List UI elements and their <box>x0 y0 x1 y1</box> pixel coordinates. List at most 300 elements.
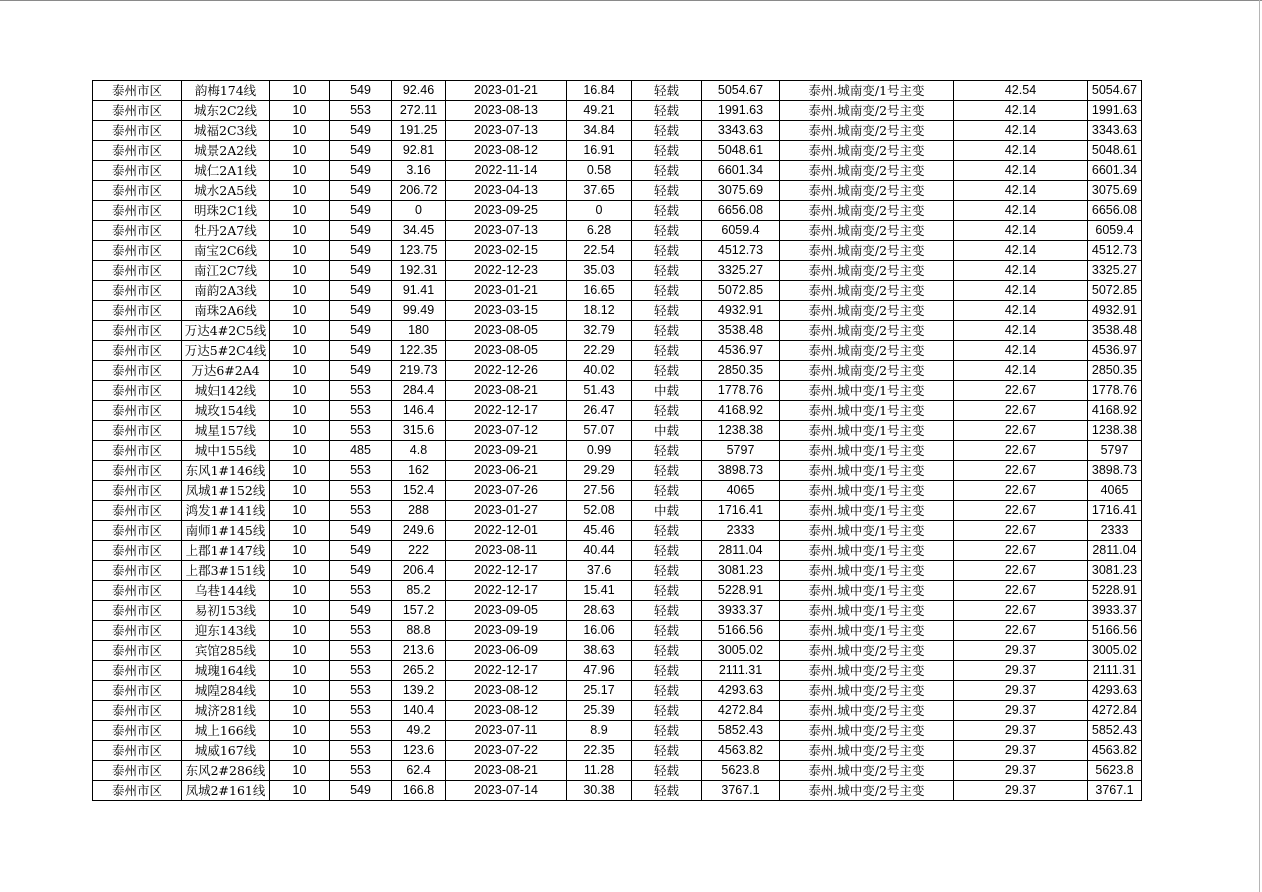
cell-margin: 3075.69 <box>702 181 780 201</box>
cell-area: 泰州市区 <box>93 321 182 341</box>
cell-date: 2023-08-12 <box>446 141 567 161</box>
cell-voltage: 10 <box>270 761 330 781</box>
cell-transformer: 42.14 <box>954 161 1088 181</box>
table-row <box>93 101 1142 121</box>
cell-status: 轻载 <box>632 521 702 541</box>
cell-substation: 泰州.城中变/2号主变 <box>780 761 954 781</box>
cell-capacity: 549 <box>330 201 392 221</box>
table-row <box>93 621 1142 641</box>
cell-date: 2023-08-21 <box>446 381 567 401</box>
cell-line: 易初153线 <box>182 601 270 621</box>
cell-substation: 泰州.城中变/1号主变 <box>780 501 954 521</box>
cell-substation: 泰州.城南变/1号主变 <box>780 81 954 101</box>
cell-voltage: 10 <box>270 501 330 521</box>
cell-voltage: 10 <box>270 521 330 541</box>
cell-available: 1991.63 <box>1088 101 1142 121</box>
table-row <box>93 761 1142 781</box>
cell-voltage: 10 <box>270 341 330 361</box>
cell-voltage: 10 <box>270 481 330 501</box>
cell-margin: 3933.37 <box>702 601 780 621</box>
cell-status: 轻载 <box>632 761 702 781</box>
cell-line: 万达5#2C4线 <box>182 341 270 361</box>
cell-status: 轻载 <box>632 281 702 301</box>
cell-date: 2023-08-05 <box>446 341 567 361</box>
cell-line: 东风2#286线 <box>182 761 270 781</box>
cell-substation: 泰州.城中变/2号主变 <box>780 661 954 681</box>
cell-status: 轻载 <box>632 261 702 281</box>
cell-transformer: 22.67 <box>954 421 1088 441</box>
cell-loadrate: 29.29 <box>567 461 632 481</box>
cell-status: 轻载 <box>632 741 702 761</box>
cell-date: 2022-12-17 <box>446 661 567 681</box>
cell-available: 2111.31 <box>1088 661 1142 681</box>
cell-substation: 泰州.城中变/1号主变 <box>780 461 954 481</box>
cell-date: 2023-08-11 <box>446 541 567 561</box>
cell-loadrate: 8.9 <box>567 721 632 741</box>
cell-capacity: 485 <box>330 441 392 461</box>
cell-available: 4536.97 <box>1088 341 1142 361</box>
cell-margin: 5072.85 <box>702 281 780 301</box>
cell-voltage: 10 <box>270 461 330 481</box>
cell-capacity: 553 <box>330 721 392 741</box>
cell-transformer: 22.67 <box>954 601 1088 621</box>
cell-substation: 泰州.城中变/1号主变 <box>780 521 954 541</box>
cell-status: 轻载 <box>632 681 702 701</box>
cell-voltage: 10 <box>270 541 330 561</box>
cell-line: 上郡1#147线 <box>182 541 270 561</box>
cell-voltage: 10 <box>270 561 330 581</box>
cell-substation: 泰州.城南变/2号主变 <box>780 121 954 141</box>
cell-area: 泰州市区 <box>93 741 182 761</box>
cell-loadrate: 37.6 <box>567 561 632 581</box>
cell-line: 城威167线 <box>182 741 270 761</box>
cell-available: 3767.1 <box>1088 781 1142 801</box>
cell-capacity: 549 <box>330 301 392 321</box>
cell-transformer: 29.37 <box>954 661 1088 681</box>
cell-line: 南珠2A6线 <box>182 301 270 321</box>
cell-loadrate: 47.96 <box>567 661 632 681</box>
cell-date: 2023-04-13 <box>446 181 567 201</box>
cell-status: 轻载 <box>632 361 702 381</box>
cell-margin: 5797 <box>702 441 780 461</box>
cell-status: 轻载 <box>632 241 702 261</box>
cell-area: 泰州市区 <box>93 261 182 281</box>
cell-transformer: 22.67 <box>954 581 1088 601</box>
cell-line: 城上166线 <box>182 721 270 741</box>
cell-margin: 6656.08 <box>702 201 780 221</box>
cell-substation: 泰州.城南变/2号主变 <box>780 261 954 281</box>
cell-available: 3081.23 <box>1088 561 1142 581</box>
cell-date: 2023-09-25 <box>446 201 567 221</box>
cell-margin: 4065 <box>702 481 780 501</box>
cell-area: 泰州市区 <box>93 641 182 661</box>
cell-substation: 泰州.城南变/2号主变 <box>780 141 954 161</box>
cell-date: 2023-07-13 <box>446 221 567 241</box>
cell-capacity: 549 <box>330 81 392 101</box>
cell-date: 2023-09-19 <box>446 621 567 641</box>
cell-current: 140.4 <box>392 701 446 721</box>
cell-current: 123.75 <box>392 241 446 261</box>
cell-margin: 3343.63 <box>702 121 780 141</box>
cell-line: 城东2C2线 <box>182 101 270 121</box>
cell-capacity: 549 <box>330 141 392 161</box>
cell-transformer: 42.14 <box>954 361 1088 381</box>
cell-margin: 1991.63 <box>702 101 780 121</box>
cell-date: 2023-07-26 <box>446 481 567 501</box>
cell-line: 宾馆285线 <box>182 641 270 661</box>
cell-loadrate: 6.28 <box>567 221 632 241</box>
cell-line: 城中155线 <box>182 441 270 461</box>
cell-date: 2023-07-11 <box>446 721 567 741</box>
cell-loadrate: 16.84 <box>567 81 632 101</box>
cell-capacity: 553 <box>330 421 392 441</box>
table-row <box>93 581 1142 601</box>
cell-date: 2023-01-21 <box>446 281 567 301</box>
cell-current: 92.81 <box>392 141 446 161</box>
cell-loadrate: 57.07 <box>567 421 632 441</box>
cell-loadrate: 34.84 <box>567 121 632 141</box>
cell-available: 5054.67 <box>1088 81 1142 101</box>
cell-transformer: 42.14 <box>954 201 1088 221</box>
cell-voltage: 10 <box>270 421 330 441</box>
cell-available: 5072.85 <box>1088 281 1142 301</box>
cell-transformer: 29.37 <box>954 761 1088 781</box>
cell-margin: 5852.43 <box>702 721 780 741</box>
cell-voltage: 10 <box>270 121 330 141</box>
cell-current: 265.2 <box>392 661 446 681</box>
cell-margin: 5054.67 <box>702 81 780 101</box>
cell-substation: 泰州.城南变/2号主变 <box>780 341 954 361</box>
cell-current: 49.2 <box>392 721 446 741</box>
cell-date: 2023-07-14 <box>446 781 567 801</box>
cell-capacity: 549 <box>330 561 392 581</box>
cell-status: 轻载 <box>632 141 702 161</box>
table-row <box>93 281 1142 301</box>
cell-current: 62.4 <box>392 761 446 781</box>
cell-status: 轻载 <box>632 561 702 581</box>
cell-capacity: 553 <box>330 401 392 421</box>
cell-area: 泰州市区 <box>93 81 182 101</box>
cell-substation: 泰州.城中变/2号主变 <box>780 721 954 741</box>
cell-margin: 1778.76 <box>702 381 780 401</box>
cell-area: 泰州市区 <box>93 181 182 201</box>
table-row <box>93 501 1142 521</box>
cell-voltage: 10 <box>270 601 330 621</box>
cell-margin: 5623.8 <box>702 761 780 781</box>
cell-current: 219.73 <box>392 361 446 381</box>
cell-voltage: 10 <box>270 361 330 381</box>
cell-available: 4512.73 <box>1088 241 1142 261</box>
cell-date: 2023-09-05 <box>446 601 567 621</box>
cell-date: 2023-02-15 <box>446 241 567 261</box>
cell-current: 99.49 <box>392 301 446 321</box>
table-row <box>93 461 1142 481</box>
cell-status: 轻载 <box>632 161 702 181</box>
cell-margin: 3767.1 <box>702 781 780 801</box>
cell-capacity: 549 <box>330 161 392 181</box>
cell-status: 轻载 <box>632 441 702 461</box>
cell-substation: 泰州.城中变/1号主变 <box>780 381 954 401</box>
cell-date: 2022-12-17 <box>446 581 567 601</box>
cell-loadrate: 22.35 <box>567 741 632 761</box>
table-row <box>93 421 1142 441</box>
cell-substation: 泰州.城中变/2号主变 <box>780 701 954 721</box>
cell-substation: 泰州.城南变/2号主变 <box>780 101 954 121</box>
cell-margin: 2850.35 <box>702 361 780 381</box>
cell-loadrate: 27.56 <box>567 481 632 501</box>
cell-area: 泰州市区 <box>93 241 182 261</box>
cell-voltage: 10 <box>270 241 330 261</box>
cell-margin: 4932.91 <box>702 301 780 321</box>
cell-status: 轻载 <box>632 601 702 621</box>
cell-area: 泰州市区 <box>93 781 182 801</box>
cell-available: 6059.4 <box>1088 221 1142 241</box>
cell-line: 城隍284线 <box>182 681 270 701</box>
cell-substation: 泰州.城南变/2号主变 <box>780 181 954 201</box>
cell-capacity: 549 <box>330 601 392 621</box>
cell-substation: 泰州.城中变/1号主变 <box>780 421 954 441</box>
cell-line: 城瑰164线 <box>182 661 270 681</box>
cell-transformer: 42.14 <box>954 241 1088 261</box>
cell-status: 轻载 <box>632 221 702 241</box>
cell-current: 152.4 <box>392 481 446 501</box>
table-row <box>93 601 1142 621</box>
cell-transformer: 29.37 <box>954 641 1088 661</box>
table-row <box>93 221 1142 241</box>
cell-voltage: 10 <box>270 401 330 421</box>
cell-capacity: 549 <box>330 521 392 541</box>
table-row <box>93 681 1142 701</box>
cell-line: 城水2A5线 <box>182 181 270 201</box>
cell-date: 2023-07-13 <box>446 121 567 141</box>
cell-status: 轻载 <box>632 541 702 561</box>
cell-loadrate: 16.91 <box>567 141 632 161</box>
cell-current: 249.6 <box>392 521 446 541</box>
table-row <box>93 261 1142 281</box>
table-row <box>93 301 1142 321</box>
cell-status: 轻载 <box>632 401 702 421</box>
cell-loadrate: 45.46 <box>567 521 632 541</box>
cell-line: 城景2A2线 <box>182 141 270 161</box>
cell-loadrate: 40.44 <box>567 541 632 561</box>
cell-margin: 4272.84 <box>702 701 780 721</box>
cell-loadrate: 49.21 <box>567 101 632 121</box>
cell-transformer: 22.67 <box>954 401 1088 421</box>
cell-capacity: 553 <box>330 621 392 641</box>
cell-loadrate: 25.17 <box>567 681 632 701</box>
cell-area: 泰州市区 <box>93 521 182 541</box>
cell-loadrate: 30.38 <box>567 781 632 801</box>
cell-line: 城福2C3线 <box>182 121 270 141</box>
cell-line: 上郡3#151线 <box>182 561 270 581</box>
cell-substation: 泰州.城中变/1号主变 <box>780 541 954 561</box>
table-row <box>93 241 1142 261</box>
cell-available: 5797 <box>1088 441 1142 461</box>
cell-area: 泰州市区 <box>93 281 182 301</box>
cell-date: 2022-12-17 <box>446 561 567 581</box>
cell-date: 2022-12-17 <box>446 401 567 421</box>
cell-current: 192.31 <box>392 261 446 281</box>
cell-date: 2023-01-27 <box>446 501 567 521</box>
cell-available: 4168.92 <box>1088 401 1142 421</box>
cell-voltage: 10 <box>270 321 330 341</box>
cell-current: 92.46 <box>392 81 446 101</box>
table-row <box>93 661 1142 681</box>
cell-area: 泰州市区 <box>93 141 182 161</box>
cell-line: 南韵2A3线 <box>182 281 270 301</box>
cell-loadrate: 38.63 <box>567 641 632 661</box>
cell-available: 5166.56 <box>1088 621 1142 641</box>
table-row <box>93 141 1142 161</box>
cell-voltage: 10 <box>270 661 330 681</box>
cell-area: 泰州市区 <box>93 361 182 381</box>
cell-line: 南江2C7线 <box>182 261 270 281</box>
cell-loadrate: 22.54 <box>567 241 632 261</box>
cell-loadrate: 16.65 <box>567 281 632 301</box>
table-row <box>93 181 1142 201</box>
cell-line: 凤城2#161线 <box>182 781 270 801</box>
cell-date: 2022-12-01 <box>446 521 567 541</box>
table-row <box>93 521 1142 541</box>
cell-status: 轻载 <box>632 621 702 641</box>
cell-voltage: 10 <box>270 381 330 401</box>
cell-voltage: 10 <box>270 301 330 321</box>
cell-loadrate: 37.65 <box>567 181 632 201</box>
cell-area: 泰州市区 <box>93 761 182 781</box>
cell-current: 315.6 <box>392 421 446 441</box>
cell-loadrate: 25.39 <box>567 701 632 721</box>
cell-substation: 泰州.城中变/2号主变 <box>780 741 954 761</box>
cell-available: 3343.63 <box>1088 121 1142 141</box>
cell-substation: 泰州.城中变/1号主变 <box>780 561 954 581</box>
cell-margin: 4168.92 <box>702 401 780 421</box>
table-row <box>93 201 1142 221</box>
cell-status: 轻载 <box>632 101 702 121</box>
cell-status: 轻载 <box>632 481 702 501</box>
cell-date: 2023-08-12 <box>446 701 567 721</box>
cell-available: 4932.91 <box>1088 301 1142 321</box>
cell-transformer: 42.14 <box>954 221 1088 241</box>
cell-current: 146.4 <box>392 401 446 421</box>
cell-available: 1238.38 <box>1088 421 1142 441</box>
cell-voltage: 10 <box>270 201 330 221</box>
table-row <box>93 561 1142 581</box>
cell-voltage: 10 <box>270 181 330 201</box>
cell-line: 东风1#146线 <box>182 461 270 481</box>
cell-current: 34.45 <box>392 221 446 241</box>
cell-loadrate: 15.41 <box>567 581 632 601</box>
cell-capacity: 549 <box>330 261 392 281</box>
cell-loadrate: 18.12 <box>567 301 632 321</box>
cell-status: 轻载 <box>632 181 702 201</box>
cell-capacity: 553 <box>330 741 392 761</box>
cell-transformer: 42.14 <box>954 261 1088 281</box>
cell-area: 泰州市区 <box>93 701 182 721</box>
cell-line: 牡丹2A7线 <box>182 221 270 241</box>
cell-transformer: 22.67 <box>954 441 1088 461</box>
cell-line: 明珠2C1线 <box>182 201 270 221</box>
cell-status: 轻载 <box>632 81 702 101</box>
cell-area: 泰州市区 <box>93 501 182 521</box>
cell-date: 2023-08-05 <box>446 321 567 341</box>
cell-area: 泰州市区 <box>93 401 182 421</box>
cell-voltage: 10 <box>270 281 330 301</box>
table-row <box>93 81 1142 101</box>
cell-area: 泰州市区 <box>93 121 182 141</box>
cell-current: 213.6 <box>392 641 446 661</box>
table-row <box>93 701 1142 721</box>
cell-available: 3005.02 <box>1088 641 1142 661</box>
cell-area: 泰州市区 <box>93 481 182 501</box>
cell-transformer: 42.14 <box>954 301 1088 321</box>
cell-capacity: 549 <box>330 221 392 241</box>
cell-voltage: 10 <box>270 81 330 101</box>
cell-current: 272.11 <box>392 101 446 121</box>
cell-current: 288 <box>392 501 446 521</box>
cell-available: 4065 <box>1088 481 1142 501</box>
cell-transformer: 42.14 <box>954 141 1088 161</box>
cell-status: 轻载 <box>632 641 702 661</box>
cell-substation: 泰州.城南变/2号主变 <box>780 221 954 241</box>
cell-margin: 6059.4 <box>702 221 780 241</box>
cell-available: 2850.35 <box>1088 361 1142 381</box>
cell-status: 轻载 <box>632 781 702 801</box>
cell-transformer: 29.37 <box>954 781 1088 801</box>
cell-status: 轻载 <box>632 201 702 221</box>
cell-substation: 泰州.城中变/2号主变 <box>780 781 954 801</box>
cell-substation: 泰州.城中变/1号主变 <box>780 481 954 501</box>
cell-substation: 泰州.城中变/1号主变 <box>780 621 954 641</box>
cell-capacity: 553 <box>330 681 392 701</box>
cell-loadrate: 32.79 <box>567 321 632 341</box>
cell-transformer: 42.14 <box>954 321 1088 341</box>
cell-voltage: 10 <box>270 141 330 161</box>
cell-margin: 3081.23 <box>702 561 780 581</box>
cell-area: 泰州市区 <box>93 661 182 681</box>
cell-available: 5623.8 <box>1088 761 1142 781</box>
cell-current: 139.2 <box>392 681 446 701</box>
cell-margin: 3898.73 <box>702 461 780 481</box>
cell-date: 2023-08-12 <box>446 681 567 701</box>
cell-transformer: 29.37 <box>954 721 1088 741</box>
cell-current: 3.16 <box>392 161 446 181</box>
cell-transformer: 22.67 <box>954 541 1088 561</box>
cell-margin: 3325.27 <box>702 261 780 281</box>
cell-area: 泰州市区 <box>93 681 182 701</box>
cell-available: 1716.41 <box>1088 501 1142 521</box>
cell-voltage: 10 <box>270 781 330 801</box>
cell-available: 5048.61 <box>1088 141 1142 161</box>
cell-date: 2022-12-23 <box>446 261 567 281</box>
cell-capacity: 549 <box>330 341 392 361</box>
cell-loadrate: 51.43 <box>567 381 632 401</box>
cell-available: 1778.76 <box>1088 381 1142 401</box>
cell-line: 城济281线 <box>182 701 270 721</box>
cell-substation: 泰州.城中变/2号主变 <box>780 681 954 701</box>
cell-voltage: 10 <box>270 741 330 761</box>
cell-date: 2023-07-22 <box>446 741 567 761</box>
cell-capacity: 549 <box>330 361 392 381</box>
cell-line: 鸿发1#141线 <box>182 501 270 521</box>
cell-date: 2023-03-15 <box>446 301 567 321</box>
cell-available: 6656.08 <box>1088 201 1142 221</box>
cell-margin: 1238.38 <box>702 421 780 441</box>
cell-available: 2333 <box>1088 521 1142 541</box>
cell-date: 2022-11-14 <box>446 161 567 181</box>
cell-current: 284.4 <box>392 381 446 401</box>
cell-margin: 2333 <box>702 521 780 541</box>
cell-available: 4272.84 <box>1088 701 1142 721</box>
